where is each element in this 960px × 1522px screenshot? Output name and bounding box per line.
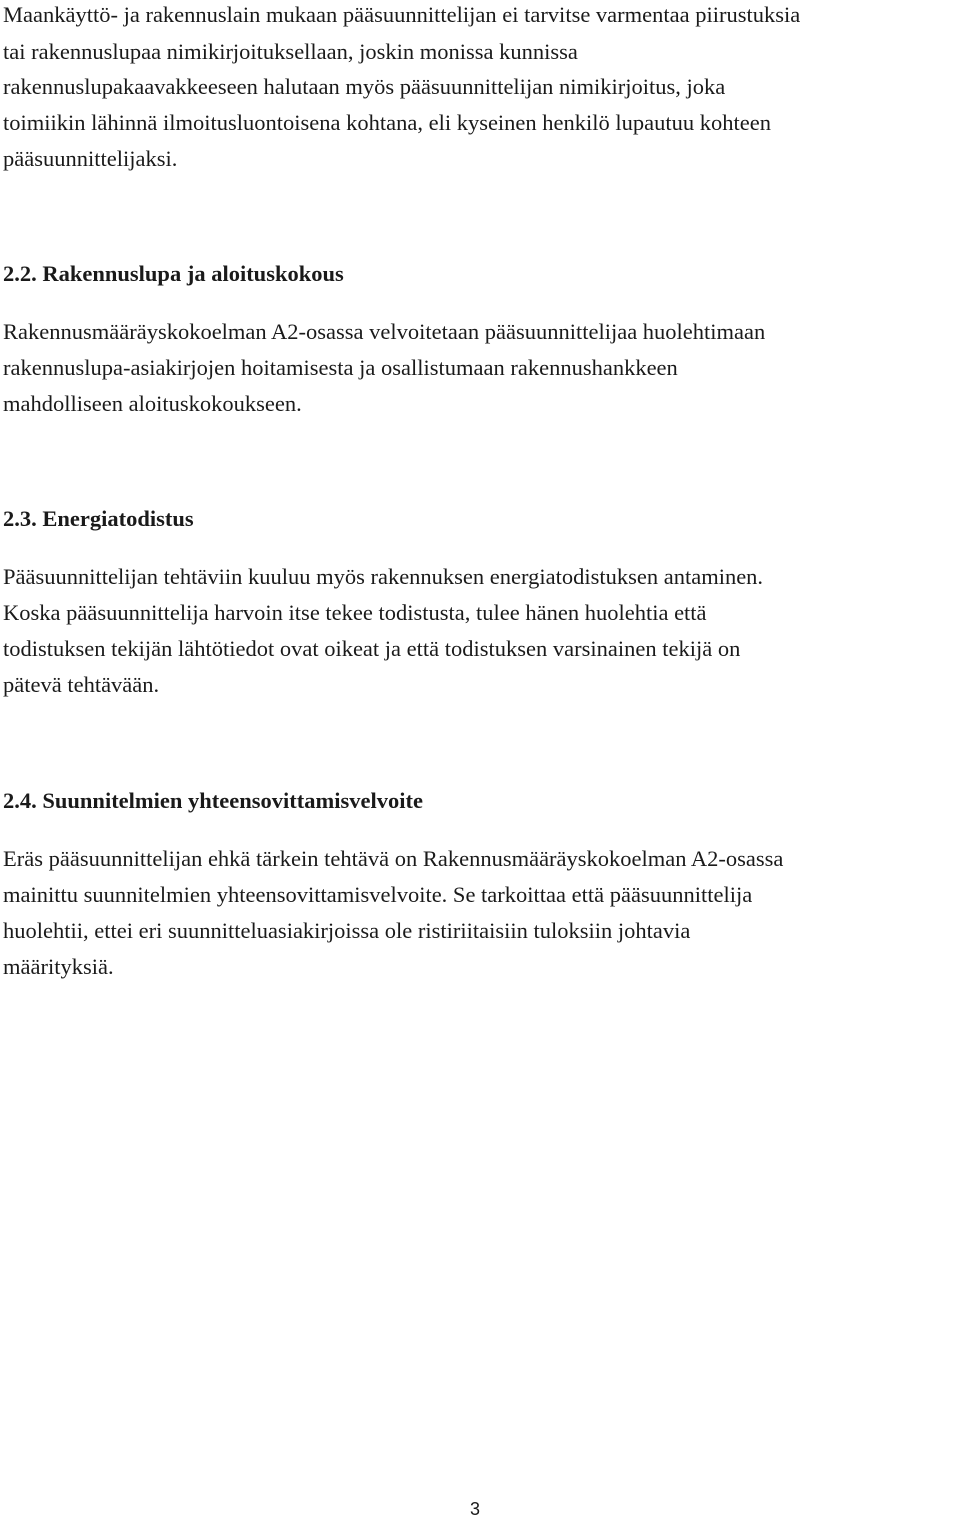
intro-line: rakennuslupakaavakkeeseen halutaan myös pääsuunnittelijan nimikirjoitus, joka [3, 74, 726, 99]
section-line: mahdolliseen aloituskokoukseen. [3, 391, 302, 416]
intro-line: pääsuunnittelijaksi. [3, 146, 178, 171]
section-line: huolehtii, ettei eri suunnitteluasiakirjoissa ole ristiriitaisiin tuloksiin johtavia [3, 918, 691, 943]
section-line: rakennuslupa-asiakirjojen hoitamisesta ja osallistumaan rakennushankkeen [3, 355, 678, 380]
intro-line: tai rakennuslupaa nimikirjoituksellaan, joskin monissa kunnissa [3, 39, 578, 64]
section-heading: 2.4. Suunnitelmien yhteensovittamisvelvoite [3, 788, 423, 813]
section-line: määrityksiä. [3, 954, 114, 979]
section-line: Pääsuunnittelijan tehtäviin kuuluu myös rakennuksen energiatodistuksen antaminen. [3, 564, 764, 589]
intro-line: Maankäyttö- ja rakennuslain mukaan pääsuunnittelijan ei tarvitse varmentaa piirustuksia [3, 2, 801, 27]
section-line: todistuksen tekijän lähtötiedot ovat oikeat ja että todistuksen varsinainen tekijä on [3, 636, 741, 661]
intro-line: toimiikin lähinnä ilmoitusluontoisena kohtana, eli kyseinen henkilö lupautuu kohteen [3, 110, 771, 135]
section-line: mainittu suunnitelmien yhteensovittamisvelvoite. Se tarkoittaa että pääsuunnittelija [3, 882, 753, 907]
section-line: Koska pääsuunnittelija harvoin itse tekee todistusta, tulee hänen huolehtia että [3, 600, 707, 625]
section-line: Eräs pääsuunnittelijan ehkä tärkein tehtävä on Rakennusmääräyskokoelman A2-osassa [3, 846, 784, 871]
section-line: Rakennusmääräyskokoelman A2-osassa velvoitetaan pääsuunnittelijaa huolehtimaan [3, 319, 766, 344]
section-heading: 2.3. Energiatodistus [3, 506, 194, 531]
section-heading: 2.2. Rakennuslupa ja aloituskokous [3, 261, 344, 286]
page-number: 3 [470, 1499, 481, 1519]
section-line: pätevä tehtävään. [3, 672, 160, 697]
